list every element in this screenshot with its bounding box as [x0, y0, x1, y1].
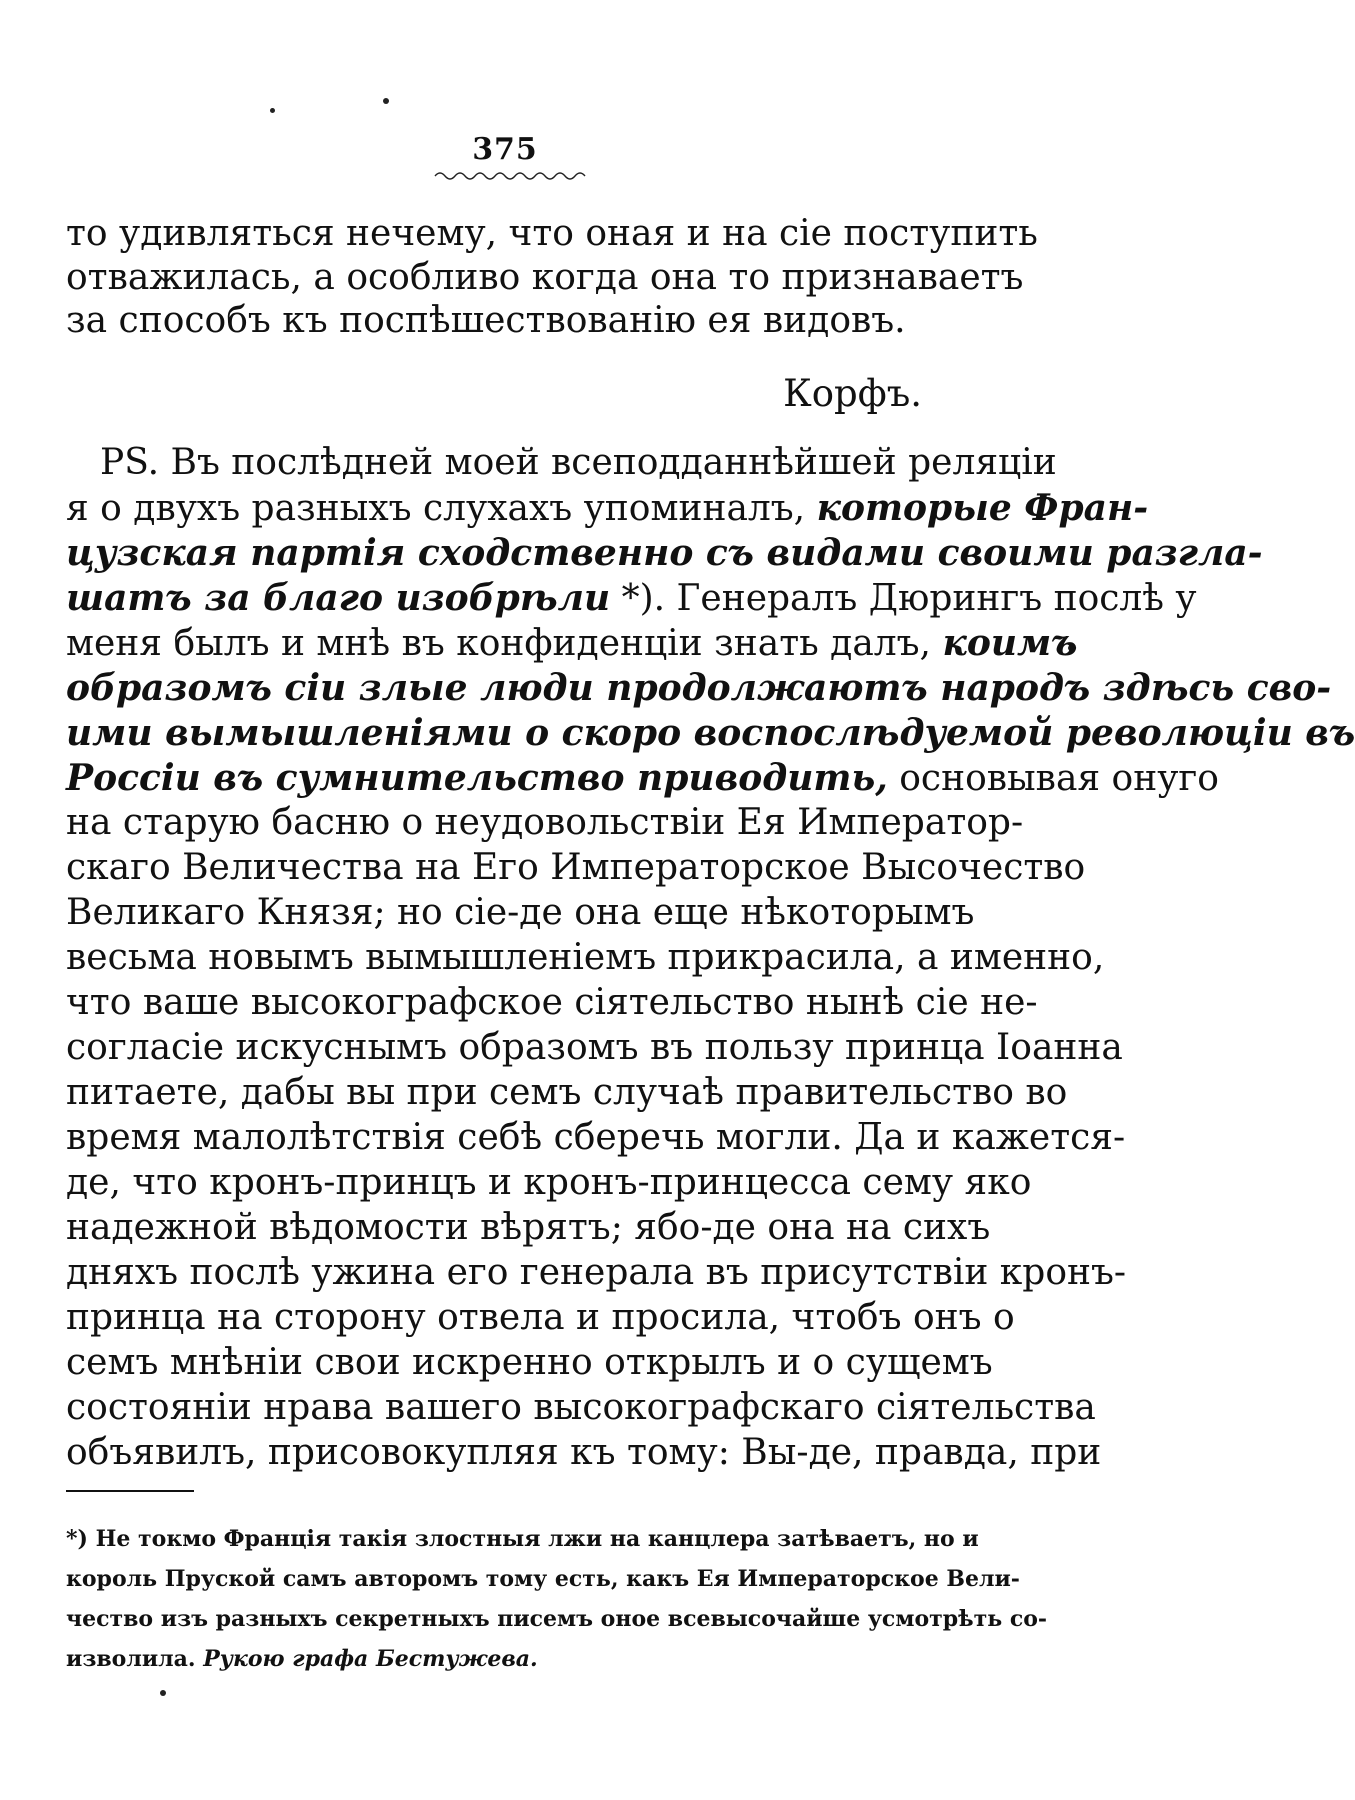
- ps-line: принца на сторону отвела и просила, чтобъ онъ о: [66, 1297, 1015, 1338]
- ps-italic-text: шатъ за благо изобрѣли: [66, 577, 611, 619]
- ps-line: [66, 757, 1219, 799]
- ps-italic-text: Россіи въ сумнительство приводить,: [66, 757, 888, 799]
- ps-italic-text: образомъ сіи злые люди продолжаютъ народъ здѣсь сво-: [66, 667, 1332, 709]
- page-number: 375: [472, 132, 538, 167]
- ps-line: что ваше высокографское сіятельство нынѣ сіе не-: [66, 982, 1038, 1023]
- print-speck: [383, 98, 389, 104]
- ps-line: [66, 667, 1332, 709]
- footnote-line: *) Не токмо Франція такія злостныя лжи на канцлера затѣваетъ, но и: [66, 1526, 979, 1552]
- ps-line: [66, 532, 1263, 574]
- ps-text: *). Генералъ Дюрингъ послѣ у: [621, 578, 1197, 619]
- print-speck: [160, 1690, 166, 1696]
- ps-line: скаго Величества на Его Императорское Высочество: [66, 847, 1086, 888]
- ps-line: согласіе искуснымъ образомъ въ пользу принца Іоанна: [66, 1027, 1123, 1068]
- print-speck: [270, 108, 275, 113]
- ps-line: на старую басню о неудовольствіи Ея Император-: [66, 802, 1024, 843]
- ps-line: PS. Въ послѣдней моей всеподданнѣйшей реляціи: [100, 442, 1057, 483]
- footnote-line: [66, 1648, 958, 1670]
- ps-italic-text: ими вымышленіями о скоро воспослѣдуемой революціи въ: [66, 712, 1355, 754]
- ps-text: я о двухъ разныхъ слухахъ упоминалъ,: [66, 488, 806, 529]
- ps-italic-text: которые Фран-: [816, 487, 1149, 529]
- ps-line: дняхъ послѣ ужина его генерала въ присутствіи кронъ-: [66, 1252, 1127, 1293]
- ps-line: [66, 622, 1078, 664]
- ps-line: семъ мнѣніи свои искренно открылъ и о сущемъ: [66, 1342, 993, 1383]
- ps-line: [66, 712, 1355, 754]
- ps-line: Великаго Князя; но сіе-де она еще нѣкоторымъ: [66, 892, 975, 933]
- wavy-rule-ornament: [435, 170, 585, 182]
- footnote-attribution: Рукою графа Бестужева.: [203, 1646, 538, 1672]
- text-line: отважилась, а особливо когда она то признаваетъ: [66, 257, 1024, 298]
- ps-text: основывая онуго: [899, 758, 1219, 799]
- ps-line: весьма новымъ вымышленіемъ прикрасила, а именно,: [66, 937, 1105, 978]
- ps-italic-text: цузская партія сходственно съ видами своими разгла-: [66, 532, 1263, 574]
- signature: Корфъ.: [783, 372, 922, 415]
- ps-line: состояніи нрава вашего высокографскаго сіятельства: [66, 1387, 1096, 1428]
- ps-line: объявилъ, присовокупляя къ тому: Вы-де, правда, при: [66, 1432, 1102, 1473]
- footnote-line: король Пруской самъ авторомъ тому есть, какъ Ея Императорское Вели-: [66, 1566, 1020, 1592]
- ps-italic-text: коимъ: [942, 622, 1078, 664]
- ps-line: питаете, дабы вы при семъ случаѣ правительство во: [66, 1072, 1068, 1113]
- ps-text: меня былъ и мнѣ въ конфиденціи знать далъ,: [66, 623, 932, 664]
- text-line: за способъ къ поспѣшествованію ея видовъ.: [66, 300, 906, 341]
- ps-line: надежной вѣдомости вѣрятъ; ябо-де она на сихъ: [66, 1207, 991, 1248]
- footnote-line: чество изъ разныхъ секретныхъ писемъ оное всевысочайше усмотрѣть со-: [66, 1606, 1048, 1632]
- ps-line: [66, 577, 1197, 619]
- ps-line: время малолѣтствія себѣ сберечь могли. Да и кажется-: [66, 1117, 1126, 1158]
- text-line: то удивляться нечему, что оная и на сіе поступить: [66, 213, 1038, 254]
- ps-line: де, что кронъ-принцъ и кронъ-принцесса сему яко: [66, 1162, 1032, 1203]
- footnote-rule: [66, 1490, 194, 1492]
- ps-line: [66, 487, 1149, 529]
- footnote-text: изволила.: [66, 1646, 196, 1672]
